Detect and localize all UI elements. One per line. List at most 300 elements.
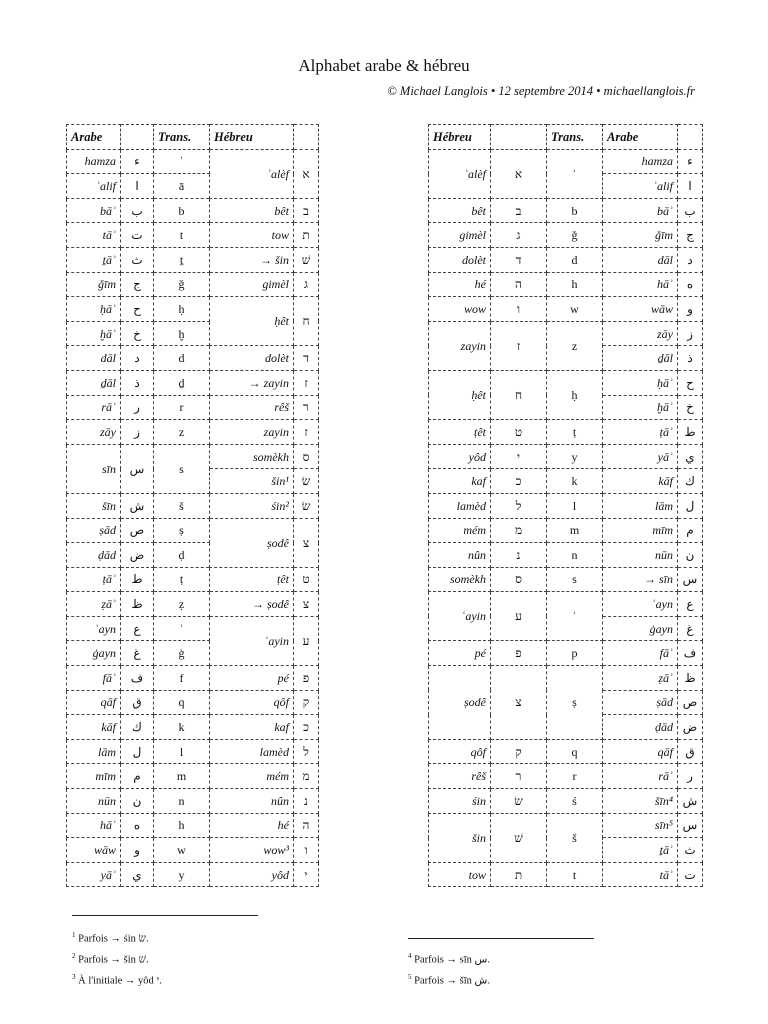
arabic-letter: ح — [678, 370, 703, 395]
transliteration: ḥ — [154, 297, 210, 322]
arabic-letter: د — [678, 247, 703, 272]
arabic-letter-name: ḥāʾ — [67, 297, 121, 322]
page-subtitle: © Michael Langlois • 12 septembre 2014 • michaellanglois.fr — [387, 84, 695, 98]
hebrew-letter: ז — [294, 370, 319, 395]
hebrew-letter: ק — [491, 739, 547, 764]
transliteration: n — [154, 789, 210, 814]
transliteration: k — [154, 715, 210, 740]
transliteration: ṣ — [547, 666, 603, 740]
hebrew-letter: צ — [491, 666, 547, 740]
table-row — [67, 862, 319, 887]
arabic-letter: ز — [678, 321, 703, 346]
arabic-letter-name: wāw — [67, 838, 121, 863]
hebrew-letter: צ — [294, 518, 319, 567]
hebrew-letter-name: pé — [210, 666, 294, 691]
arabic-letter: ب — [678, 198, 703, 223]
arabic-letter: ه — [121, 813, 154, 838]
transliteration: l — [547, 493, 603, 518]
hebrew-letter-name: tow — [429, 862, 491, 887]
arabic-letter-name: ʾalif — [67, 174, 121, 199]
hebrew-letter-name: śin² — [210, 493, 294, 518]
table-row — [67, 813, 319, 838]
arabic-letter-name: hamza — [67, 149, 121, 174]
hebrew-letter: ט — [491, 420, 547, 445]
footnote-4: $^4$ Parfois → sīn س. — [408, 952, 490, 966]
table-row — [429, 543, 703, 568]
table-row — [429, 247, 703, 272]
arabic-letter-name: ḫāʾ — [67, 321, 121, 346]
arabic-letter: ش — [678, 789, 703, 814]
hebrew-letter-name: rêš — [210, 395, 294, 420]
arabic-letter-name: rāʾ — [603, 764, 678, 789]
page-title: Alphabet arabe & hébreu — [298, 56, 470, 75]
hebrew-letter-name: nûn — [429, 543, 491, 568]
transliteration: ḏ — [154, 370, 210, 395]
arabic-letter-name: mīm — [603, 518, 678, 543]
arabic-letter-name: ṣād — [603, 690, 678, 715]
hebrew-letter: נ — [294, 789, 319, 814]
arabic-letter: ق — [678, 739, 703, 764]
arabic-letter-name: nūn — [603, 543, 678, 568]
arabic-letter-name: lām — [67, 739, 121, 764]
transliteration: h — [547, 272, 603, 297]
arabic-letter: س — [678, 567, 703, 592]
arabic-letter: ت — [121, 223, 154, 248]
hebrew-letter: מ — [294, 764, 319, 789]
hebrew-letter: נ — [491, 543, 547, 568]
arabic-letter-name: wāw — [603, 297, 678, 322]
arabic-letter-name: qāf — [603, 739, 678, 764]
hebrew-letter-name: šin¹ — [210, 469, 294, 494]
arabic-letter: ج — [121, 272, 154, 297]
footnote-3: $^3$ À l'initiale → yôd י. — [72, 973, 162, 987]
transliteration: t — [154, 223, 210, 248]
table-row — [429, 469, 703, 494]
arabic-letter-name: fāʾ — [603, 641, 678, 666]
arabic-letter-name: ḏāl — [603, 346, 678, 371]
arabic-letter: ث — [678, 838, 703, 863]
transliteration: r — [154, 395, 210, 420]
transliteration: ṭ — [154, 567, 210, 592]
table-row — [429, 789, 703, 814]
arabic-letter: ذ — [121, 370, 154, 395]
hebrew-letter: שׂ — [294, 493, 319, 518]
transliteration: ʿ — [154, 616, 210, 641]
arabic-letter: ل — [121, 739, 154, 764]
arabic-letter: ي — [678, 444, 703, 469]
hebrew-letter: שׁ — [491, 813, 547, 862]
hebrew-letter: ל — [294, 739, 319, 764]
arabic-letter-name: ṣād — [67, 518, 121, 543]
hebrew-letter: ג — [491, 223, 547, 248]
hebrew-letter: ח — [294, 297, 319, 346]
arabic-letter: ض — [121, 543, 154, 568]
transliteration: b — [547, 198, 603, 223]
arabic-letter: ف — [121, 666, 154, 691]
transliteration: w — [547, 297, 603, 322]
arabic-letter: ه — [678, 272, 703, 297]
transliteration: ṭ — [547, 420, 603, 445]
arabic-letter-name: nūn — [67, 789, 121, 814]
arabic-letter-name: mīm — [67, 764, 121, 789]
hebrew-letter: ק — [294, 690, 319, 715]
footnote-5: $^5$ Parfois → šīn ش. — [408, 973, 490, 987]
table-row — [429, 739, 703, 764]
table-row — [429, 813, 703, 838]
arabic-letter-name: dāl — [603, 247, 678, 272]
transliteration: ǧ — [547, 223, 603, 248]
hebrew-letter: ר — [294, 395, 319, 420]
column-header: Arabe — [67, 125, 121, 150]
arabic-letter: ش — [121, 493, 154, 518]
hebrew-letter-name: somèkh — [210, 444, 294, 469]
hebrew-letter-name: zayin — [429, 321, 491, 370]
hebrew-letter: כ — [294, 715, 319, 740]
arabic-letter: ك — [121, 715, 154, 740]
arabic-letter-name: yāʾ — [67, 862, 121, 887]
hebrew-letter: ד — [491, 247, 547, 272]
hebrew-letter: א — [491, 149, 547, 198]
arabic-letter-name: ḫāʾ — [603, 395, 678, 420]
arabic-to-hebrew-table — [66, 124, 319, 887]
hebrew-letter: ד — [294, 346, 319, 371]
hebrew-letter-name: kaf — [210, 715, 294, 740]
arabic-letter: غ — [678, 616, 703, 641]
hebrew-letter-name: somèkh — [429, 567, 491, 592]
hebrew-letter-name: ṭêt — [210, 567, 294, 592]
table-row — [429, 272, 703, 297]
arabic-letter: غ — [121, 641, 154, 666]
transliteration: ā — [154, 174, 210, 199]
table-row — [67, 715, 319, 740]
arabic-letter-name: ġayn — [603, 616, 678, 641]
transliteration: d — [547, 247, 603, 272]
transliteration: y — [154, 862, 210, 887]
hebrew-letter: ע — [491, 592, 547, 641]
arabic-letter-name: ġayn — [67, 641, 121, 666]
arabic-letter: م — [678, 518, 703, 543]
transliteration: š — [547, 813, 603, 862]
hebrew-letter: ג — [294, 272, 319, 297]
hebrew-letter-name: qôf — [210, 690, 294, 715]
hebrew-letter-name: pé — [429, 641, 491, 666]
arabic-letter: ت — [678, 862, 703, 887]
arabic-letter: ظ — [121, 592, 154, 617]
table-row — [429, 321, 703, 346]
arabic-letter: ص — [678, 690, 703, 715]
table-row — [67, 493, 319, 518]
hebrew-letter: ז — [294, 420, 319, 445]
hebrew-letter-name: rêš — [429, 764, 491, 789]
hebrew-letter: פ — [294, 666, 319, 691]
hebrew-letter-name: wow³ — [210, 838, 294, 863]
table-row — [67, 370, 319, 395]
table-row — [67, 616, 319, 641]
hebrew-letter-name: mém — [210, 764, 294, 789]
hebrew-letter: כ — [491, 469, 547, 494]
hebrew-letter-name: ʾalèf — [429, 149, 491, 198]
table-row — [429, 764, 703, 789]
transliteration: ḥ — [547, 370, 603, 419]
arabic-letter-name: zāy — [603, 321, 678, 346]
table-row — [67, 346, 319, 371]
hebrew-letter-name: ʿayin — [210, 616, 294, 665]
table-row — [67, 789, 319, 814]
arabic-letter-name: ṭāʾ — [603, 420, 678, 445]
hebrew-letter-name: nûn — [210, 789, 294, 814]
hebrew-letter: י — [294, 862, 319, 887]
hebrew-letter-name: kaf — [429, 469, 491, 494]
table-row — [429, 198, 703, 223]
transliteration: d — [154, 346, 210, 371]
arabic-letter: ب — [121, 198, 154, 223]
hebrew-letter: ה — [294, 813, 319, 838]
arabic-letter-name: hāʾ — [603, 272, 678, 297]
arabic-letter-name: ǧīm — [67, 272, 121, 297]
hebrew-letter: ט — [294, 567, 319, 592]
column-header: Trans. — [547, 125, 603, 150]
transliteration: ʾ — [154, 149, 210, 174]
transliteration: k — [547, 469, 603, 494]
arabic-letter-name: yāʾ — [603, 444, 678, 469]
column-header — [121, 125, 154, 150]
hebrew-letter: ו — [294, 838, 319, 863]
footnote-rule-right — [408, 938, 594, 939]
transliteration: h — [154, 813, 210, 838]
table-row — [67, 223, 319, 248]
hebrew-letter: ח — [491, 370, 547, 419]
hebrew-letter: שׂ — [491, 789, 547, 814]
transliteration: ġ — [154, 641, 210, 666]
hebrew-letter-name: ṣodê — [429, 666, 491, 740]
transliteration: ṯ — [154, 247, 210, 272]
arabic-letter: ر — [121, 395, 154, 420]
arabic-letter-name: ḍād — [603, 715, 678, 740]
transliteration: p — [547, 641, 603, 666]
hebrew-letter: שׁ — [294, 247, 319, 272]
column-header — [294, 125, 319, 150]
hebrew-letter-name: wow — [429, 297, 491, 322]
arabic-letter-name: hamza — [603, 149, 678, 174]
arabic-letter-name: ṭāʾ — [67, 567, 121, 592]
arabic-letter-name: fāʾ — [67, 666, 121, 691]
arabic-letter-name: dāl — [67, 346, 121, 371]
hebrew-letter-name: ḥêt — [210, 297, 294, 346]
table-row — [429, 493, 703, 518]
hebrew-letter: מ — [491, 518, 547, 543]
footnote-rule-left — [72, 915, 258, 916]
hebrew-letter-name: śin — [429, 789, 491, 814]
arabic-letter: ق — [121, 690, 154, 715]
arabic-letter: ذ — [678, 346, 703, 371]
column-header: Arabe — [603, 125, 678, 150]
hebrew-letter-name: yôd — [429, 444, 491, 469]
hebrew-letter: ת — [294, 223, 319, 248]
arabic-letter: ي — [121, 862, 154, 887]
hebrew-to-arabic-table — [428, 124, 703, 887]
arabic-letter-name: bāʾ — [67, 198, 121, 223]
table-row — [429, 420, 703, 445]
hebrew-letter-name: hé — [429, 272, 491, 297]
transliteration: ǧ — [154, 272, 210, 297]
table-row — [429, 592, 703, 617]
table-row — [67, 247, 319, 272]
hebrew-letter-name: ʾalèf — [210, 149, 294, 198]
hebrew-letter-name: bêt — [429, 198, 491, 223]
arabic-letter: ص — [121, 518, 154, 543]
arabic-letter: ا — [678, 174, 703, 199]
table-row — [429, 666, 703, 691]
hebrew-letter: ה — [491, 272, 547, 297]
arabic-letter: ج — [678, 223, 703, 248]
transliteration: t — [547, 862, 603, 887]
table-row — [67, 838, 319, 863]
arabic-letter: ع — [121, 616, 154, 641]
arabic-letter: ط — [121, 567, 154, 592]
arabic-letter: ف — [678, 641, 703, 666]
transliteration: r — [547, 764, 603, 789]
column-header — [678, 125, 703, 150]
arabic-letter-name: ʿayn — [603, 592, 678, 617]
table-row — [67, 690, 319, 715]
arabic-letter-name: hāʾ — [67, 813, 121, 838]
table-row — [67, 666, 319, 691]
hebrew-letter: א — [294, 149, 319, 198]
arabic-letter-name: ḥāʾ — [603, 370, 678, 395]
hebrew-letter: ז — [491, 321, 547, 370]
transliteration: ḍ — [154, 543, 210, 568]
arabic-letter: و — [121, 838, 154, 863]
arabic-letter-name: sīn⁵ — [603, 813, 678, 838]
hebrew-letter-name: ʿayin — [429, 592, 491, 641]
table-row — [429, 149, 703, 174]
hebrew-letter-name: → šin — [210, 247, 294, 272]
hebrew-letter-name: gimèl — [210, 272, 294, 297]
hebrew-letter-name: → ṣodê — [210, 592, 294, 617]
arabic-letter-name: ẓāʾ — [603, 666, 678, 691]
table-row — [429, 370, 703, 395]
hebrew-letter-name: zayin — [210, 420, 294, 445]
arabic-letter: س — [678, 813, 703, 838]
table-row — [67, 198, 319, 223]
arabic-letter-name: ḏāl — [67, 370, 121, 395]
arabic-letter: ح — [121, 297, 154, 322]
hebrew-letter-name: hé — [210, 813, 294, 838]
hebrew-letter: ל — [491, 493, 547, 518]
table-row — [67, 297, 319, 322]
transliteration: z — [547, 321, 603, 370]
hebrew-letter-name: tow — [210, 223, 294, 248]
hebrew-letter: ס — [294, 444, 319, 469]
table-row — [429, 518, 703, 543]
transliteration: ʾ — [547, 149, 603, 198]
arabic-letter: ل — [678, 493, 703, 518]
hebrew-letter: שׂ — [294, 469, 319, 494]
arabic-letter: ض — [678, 715, 703, 740]
arabic-letter: م — [121, 764, 154, 789]
arabic-letter: ظ — [678, 666, 703, 691]
arabic-letter: د — [121, 346, 154, 371]
hebrew-letter: פ — [491, 641, 547, 666]
hebrew-letter: ת — [491, 862, 547, 887]
hebrew-letter: ו — [491, 297, 547, 322]
transliteration: y — [547, 444, 603, 469]
transliteration: l — [154, 739, 210, 764]
transliteration: ḫ — [154, 321, 210, 346]
transliteration: n — [547, 543, 603, 568]
table-row — [67, 395, 319, 420]
hebrew-letter-name: ṣodê — [210, 518, 294, 567]
hebrew-letter: י — [491, 444, 547, 469]
hebrew-letter: ב — [294, 198, 319, 223]
arabic-letter: س — [121, 444, 154, 493]
arabic-letter-name: bāʾ — [603, 198, 678, 223]
column-header: Trans. — [154, 125, 210, 150]
footnote-1: $^1$ Parfois → śin שׂ. — [72, 931, 149, 945]
table-row — [67, 272, 319, 297]
hebrew-letter: ב — [491, 198, 547, 223]
arabic-letter: ء — [121, 149, 154, 174]
arabic-letter: ء — [678, 149, 703, 174]
table-row — [67, 444, 319, 469]
arabic-letter-name: ḍād — [67, 543, 121, 568]
arabic-letter: ع — [678, 592, 703, 617]
arabic-letter-name: kāf — [603, 469, 678, 494]
arabic-letter-name: rāʾ — [67, 395, 121, 420]
arabic-letter: ا — [121, 174, 154, 199]
arabic-letter-name: zāy — [67, 420, 121, 445]
arabic-letter: خ — [121, 321, 154, 346]
table-row — [67, 420, 319, 445]
arabic-letter-name: šīn⁴ — [603, 789, 678, 814]
transliteration: m — [547, 518, 603, 543]
transliteration: ẓ — [154, 592, 210, 617]
transliteration: w — [154, 838, 210, 863]
arabic-letter: ر — [678, 764, 703, 789]
hebrew-letter-name: qôf — [429, 739, 491, 764]
arabic-letter-name: ǧīm — [603, 223, 678, 248]
arabic-letter: ط — [678, 420, 703, 445]
hebrew-letter-name: dolèt — [210, 346, 294, 371]
arabic-letter-name: sīn — [67, 444, 121, 493]
arabic-letter-name: tāʾ — [67, 223, 121, 248]
arabic-letter-name: kāf — [67, 715, 121, 740]
table-row — [67, 518, 319, 543]
hebrew-letter-name: lamèd — [210, 739, 294, 764]
column-header: Hébreu — [210, 125, 294, 150]
transliteration: q — [547, 739, 603, 764]
hebrew-letter-name: → zayin — [210, 370, 294, 395]
column-header — [491, 125, 547, 150]
hebrew-letter-name: dolèt — [429, 247, 491, 272]
arabic-letter: خ — [678, 395, 703, 420]
hebrew-letter-name: šin — [429, 813, 491, 862]
arabic-letter: ك — [678, 469, 703, 494]
table-row — [67, 764, 319, 789]
transliteration: ʿ — [547, 592, 603, 641]
footnote-2: $^2$ Parfois → šin שׁ. — [72, 952, 149, 966]
hebrew-letter: ע — [294, 616, 319, 665]
transliteration: ṣ — [154, 518, 210, 543]
arabic-letter-name: ẓāʾ — [67, 592, 121, 617]
table-row — [67, 592, 319, 617]
table-row — [429, 223, 703, 248]
hebrew-letter-name: lamèd — [429, 493, 491, 518]
transliteration: š — [154, 493, 210, 518]
arabic-letter: ن — [678, 543, 703, 568]
table-row — [67, 149, 319, 174]
hebrew-letter-name: bêt — [210, 198, 294, 223]
